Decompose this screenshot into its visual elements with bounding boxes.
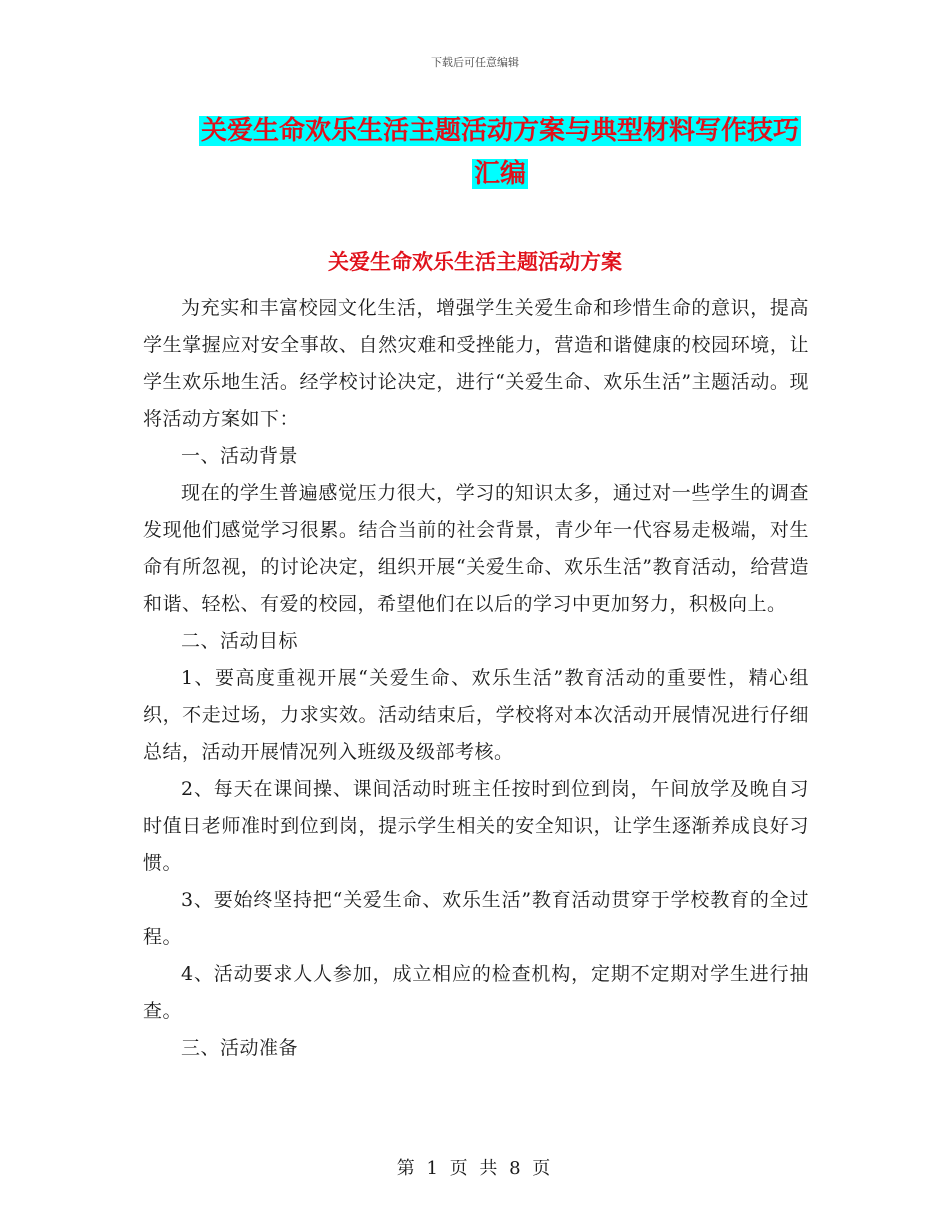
paragraph-goal-2: 2、每天在课间操、课间活动时班主任按时到位到岗，午间放学及晚自习时值日老师准时到位到岗，提示学生相关的安全知识，让学生逐渐养成良好习惯。 (143, 778, 809, 874)
section-title: 关爱生命欢乐生活主题活动方案 (328, 250, 622, 274)
paragraph-goal-1: 1、要高度重视开展“关爱生命、欢乐生活”教育活动的重要性，精心组织，不走过场，力求实效。活动结束后，学校将对本次活动开展情况进行仔细总结，活动开展情况列入班级及级部考核。 (143, 667, 809, 763)
paragraph-goal-3: 3、要始终坚持把“关爱生命、欢乐生活”教育活动贯穿于学校教育的全过程。 (143, 889, 809, 948)
paragraph-intro: 为充实和丰富校园文化生活，增强学生关爱生命和珍惜生命的意识，提高学生掌握应对安全事故、自然灾难和受挫能力，营造和谐健康的校园环境，让学生欢乐地生活。经学校讨论决定，进行“关爱生命、欢乐生活”主题活动。现将活动方案如下： (143, 297, 809, 430)
paragraph-background: 现在的学生普遍感觉压力很大，学习的知识太多，通过对一些学生的调查发现他们感觉学习很累。结合当前的社会背景，青少年一代容易走极端，对生命有所忽视，的讨论决定，组织开展“关爱生命、欢乐生活”教育活动，给营造和谐、轻松、有爱的校园，希望他们在以后的学习中更加努力，积极向上。 (143, 482, 809, 615)
heading-background: 一、活动背景 (181, 445, 299, 467)
paragraph-goal-4: 4、活动要求人人参加，成立相应的检查机构，定期不定期对学生进行抽查。 (143, 963, 809, 1022)
document-body (143, 290, 809, 1067)
document-title (190, 110, 810, 196)
title-line-1: 关爱生命欢乐生活主题活动方案与典型材料写作技巧 (200, 116, 799, 146)
heading-goals: 二、活动目标 (181, 630, 299, 652)
page-footer: 第 1 页 共 8 页 (396, 1158, 554, 1179)
title-line-2: 汇编 (473, 159, 526, 189)
heading-preparation: 三、活动准备 (181, 1037, 299, 1059)
header-note: 下载后可任意编辑 (431, 56, 519, 69)
